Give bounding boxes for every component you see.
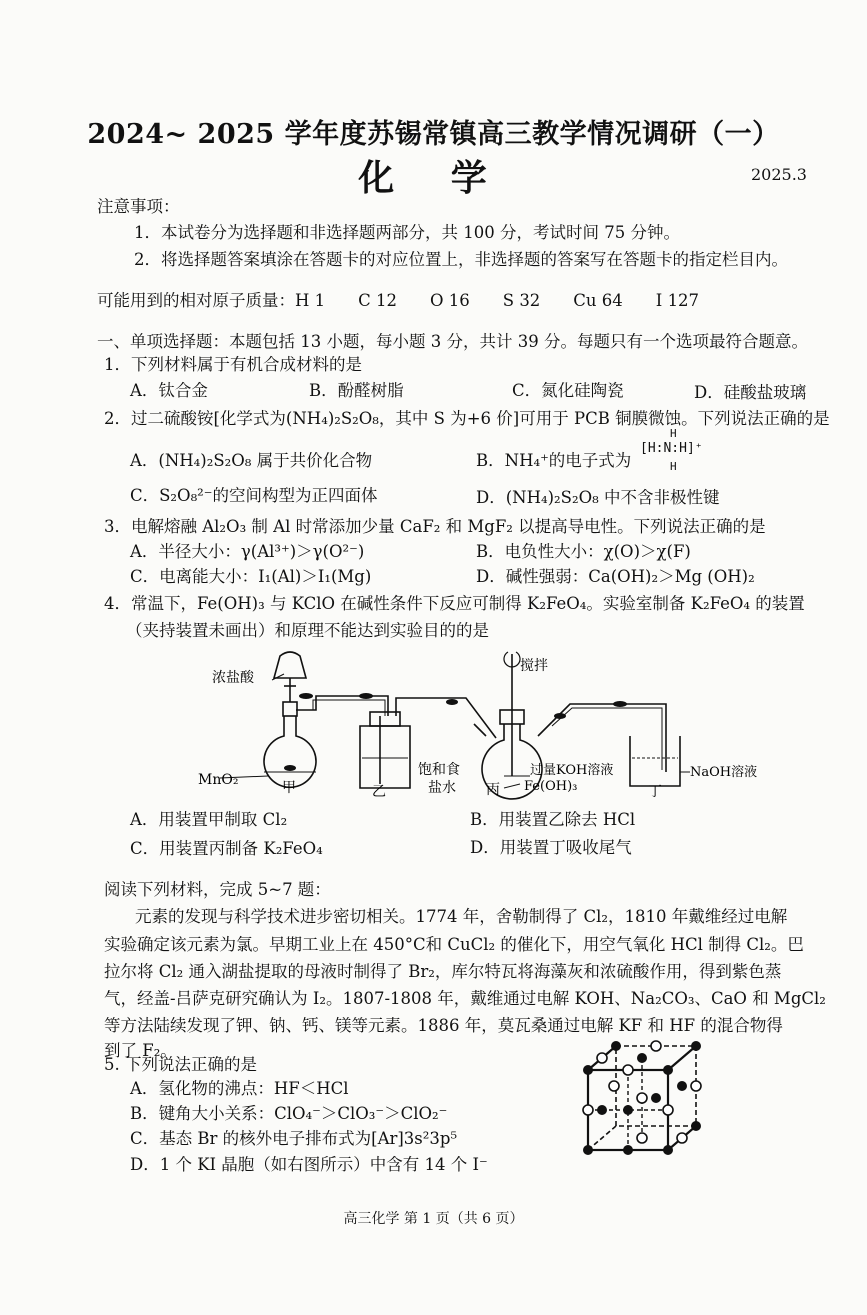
label-saturated-1: 饱和食: [418, 762, 460, 778]
q3-option-c: C．电离能大小：I₁(Al)＞I₁(Mg): [130, 567, 372, 586]
q2-option-c: C．S₂O₈²⁻的空间构型为正四面体: [130, 486, 378, 505]
q2-option-a: A．(NH₄)₂S₂O₈ 属于共价化合物: [130, 451, 373, 470]
reading-line-4: 气，经盖-吕萨克研究确认为 I₂。1807-1808 年，戴维通过电解 KOH、Na₂CO₃、CaO 和 MgCl₂: [104, 989, 826, 1008]
q2-option-b: B．NH₄⁺的电子式为: [476, 451, 632, 470]
exam-title: 2024~ 2025 学年度苏锡常镇高三教学情况调研（一）: [87, 119, 780, 150]
exam-date: 2025.3: [751, 165, 807, 184]
q1-option-d: D．硅酸盐玻璃: [694, 383, 807, 402]
q1-option-a: A．钛合金: [130, 381, 208, 400]
label-concentrated-hcl: 浓盐酸: [212, 670, 254, 686]
label-yi: 乙: [372, 784, 386, 800]
label-mno2: MnO₂: [198, 772, 239, 788]
reading-line-1: 元素的发现与科学技术进步密切相关。1774 年，舍勒制得了 Cl₂，1810 年戴维经过电解: [135, 907, 788, 926]
label-feoh3: Fe(OH)₃: [524, 779, 578, 794]
separatory-funnel: [274, 652, 306, 678]
q4-option-a: A．用装置甲制取 Cl₂: [130, 810, 288, 829]
q3-option-b: B．电负性大小：χ(O)＞χ(F): [476, 542, 691, 561]
wash-bottle-yi: [360, 726, 410, 788]
q5-stem: 5. 下列说法正确的是: [104, 1055, 257, 1074]
ki-unit-cell-figure: [578, 1040, 708, 1155]
nh4-bracket-formula: [H:N:H]⁺: [640, 441, 703, 456]
q2-option-d: D．(NH₄)₂S₂O₈ 中不含非极性键: [476, 488, 720, 507]
section-one-heading: 一、单项选择题：本题包括 13 小题，每小题 3 分，共计 39 分。每题只有一个选项最符合题意。: [97, 332, 808, 351]
q4-option-b: B．用装置乙除去 HCl: [470, 810, 636, 829]
q4-option-c: C．用装置丙制备 K₂FeO₄: [130, 839, 323, 858]
q2-stem: 2．过二硫酸铵[化学式为(NH₄)₂S₂O₈，其中 S 为+6 价]可用于 PCB 铜膜微蚀。下列说法正确的是: [104, 409, 830, 428]
label-saturated-2: 盐水: [428, 780, 456, 796]
q5-option-d: D．1 个 KI 晶胞（如右图所示）中含有 14 个 I⁻: [130, 1155, 488, 1174]
nh4-electron-formula: [640, 428, 720, 476]
reading-line-6: 到了 F₂。: [104, 1041, 177, 1060]
q4-option-d: D．用装置丁吸收尾气: [470, 838, 632, 857]
reading-line-5: 等方法陆续发现了钾、钠、钙、镁等元素。1886 年，莫瓦桑通过电解 KF 和 HF 的混合物得: [104, 1016, 783, 1035]
notice-heading: 注意事项：: [97, 197, 180, 216]
q5-option-a: A．氢化物的沸点：HF＜HCl: [130, 1079, 349, 1098]
label-stir: 搅拌: [520, 658, 548, 674]
q5-option-b: B．键角大小关系：ClO₄⁻＞ClO₃⁻＞ClO₂⁻: [130, 1104, 448, 1123]
atomic-masses: 可能用到的相对原子质量：H 1 C 12 O 16 S 32 Cu 64 I 127: [97, 291, 700, 310]
q1-option-c: C．氮化硅陶瓷: [512, 381, 624, 400]
notice-item-2: 2．将选择题答案填涂在答题卡的对应位置上，非选择题的答案写在答题卡的指定栏目内。: [134, 250, 788, 269]
apparatus-figure: [190, 644, 770, 802]
q1-stem: 1．下列材料属于有机合成材料的是: [104, 355, 362, 374]
label-koh: 过量KOH溶液: [530, 763, 614, 778]
notice-item-1: 1．本试卷分为选择题和非选择题两部分，共 100 分，考试时间 75 分钟。: [134, 223, 680, 242]
reading-line-2: 实验确定该元素为氯。早期工业上在 450°C和 CuCl₂ 的催化下，用空气氧化 HCl 制得 Cl₂。巴: [104, 935, 804, 954]
h-top: H: [670, 427, 677, 440]
label-ding: 丁: [648, 784, 662, 800]
reading-intro: 阅读下列材料，完成 5~7 题：: [104, 880, 331, 899]
label-naoh: NaOH溶液: [690, 765, 758, 780]
q3-stem: 3．电解熔融 Al₂O₃ 制 Al 时常添加少量 CaF₂ 和 MgF₂ 以提高导电性。下列说法正确的是: [104, 517, 766, 536]
beaker-ding: [630, 736, 680, 786]
page-footer: 高三化学 第 1 页（共 6 页）: [343, 1211, 524, 1227]
round-bottom-flask-jia: [264, 716, 316, 787]
label-jia: 甲: [282, 780, 296, 796]
q1-option-b: B．酚醛树脂: [309, 381, 404, 400]
reading-line-3: 拉尔将 Cl₂ 通入湖盐提取的母液时制得了 Br₂，库尔特瓦将海藻灰和浓硫酸作用，得到紫色蒸: [104, 962, 782, 981]
subject-title: 化 学: [358, 157, 509, 199]
label-bing: 丙: [486, 782, 500, 798]
q4-stem-line1: 4．常温下，Fe(OH)₃ 与 KClO 在碱性条件下反应可制得 K₂FeO₄。实验室制备 K₂FeO₄ 的装置: [104, 594, 805, 613]
h-bottom: H: [670, 460, 677, 473]
q3-option-a: A．半径大小：γ(Al³⁺)＞γ(O²⁻): [130, 542, 365, 561]
q3-option-d: D．碱性强弱：Ca(OH)₂＞Mg (OH)₂: [476, 567, 755, 586]
q4-stem-line2: （夹持装置未画出）和原理不能达到实验目的的是: [126, 621, 489, 640]
q5-option-c: C．基态 Br 的核外电子排布式为[Ar]3s²3p⁵: [130, 1129, 458, 1148]
